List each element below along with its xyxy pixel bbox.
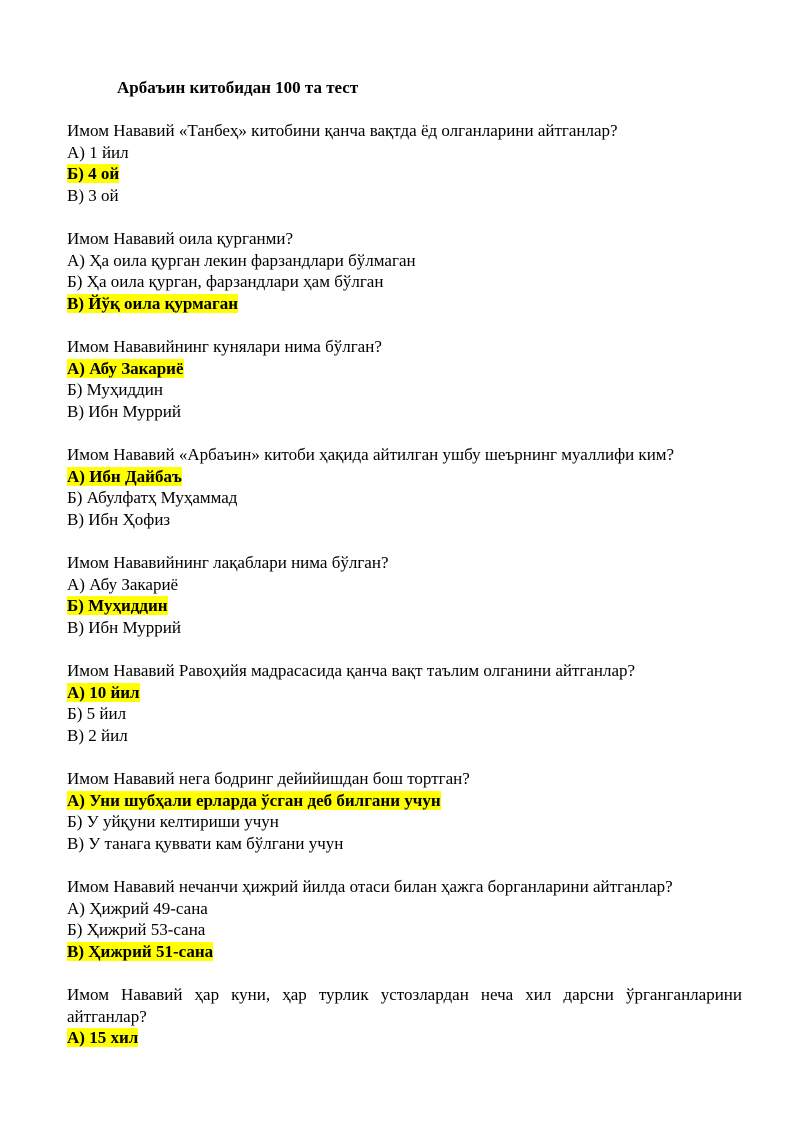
question-4 <box>67 444 742 530</box>
question-8 <box>67 876 742 962</box>
question-7 <box>67 768 742 854</box>
question-text: Имом Нававийнинг кунялари нима бўлган? <box>67 337 382 357</box>
answer-option: Б) Ҳижрий 53-сана <box>67 920 206 940</box>
question-5 <box>67 552 742 638</box>
answer-option-correct: В) Ҳижрий 51-сана <box>67 941 214 961</box>
question-text: Имом Нававий оила қурганми? <box>67 229 294 249</box>
question-9 <box>67 984 742 1049</box>
answer-option: Б) Муҳиддин <box>67 380 163 400</box>
question-2 <box>67 228 742 314</box>
question-text: Имом Нававийнинг лақаблари нима бўлган? <box>67 553 389 573</box>
answer-option: А) Ҳа оила қурган лекин фарзандлари бўлмаган <box>67 250 416 270</box>
question-text: Имом Нававий нега бодринг дейийишдан бош тортган? <box>67 769 470 788</box>
answer-option: В) 3 ой <box>67 185 119 205</box>
question-1 <box>67 120 742 206</box>
answer-option-correct: А) Абу Закариё <box>67 358 184 378</box>
answer-option: В) Ибн Ҳофиз <box>67 509 171 529</box>
answer-option: В) 2 йил <box>67 725 128 745</box>
answer-option: А) 1 йил <box>67 142 129 162</box>
answer-option: В) Ибн Муррий <box>67 401 181 421</box>
answer-option: Б) Ҳа оила қурган, фарзандлари ҳам бўлган <box>67 272 384 292</box>
answer-option: В) Ибн Муррий <box>67 617 181 637</box>
answer-option: Б) 5 йил <box>67 704 127 724</box>
question-text: Имом Нававий «Арбаъин» китоби ҳақида айтилган ушбу шеърнинг муаллифи ким? <box>67 445 675 465</box>
question-text: Имом Нававий «Танбеҳ» китобини қанча вақтда ёд олганларини айтганлар? <box>67 121 618 141</box>
document-body <box>67 77 742 1070</box>
answer-option: Б) У уйқуни келтириши учун <box>67 812 279 832</box>
answer-option-correct: А) Уни шубҳали ерларда ўсган деб билгани учун <box>67 790 441 810</box>
question-text: Имом Нававий Равоҳийя мадрасасида қанча вақт таълим олганини айтганлар? <box>67 661 636 681</box>
answer-option-correct: Б) Муҳиддин <box>67 596 168 616</box>
answer-option: А) Абу Закариё <box>67 574 179 594</box>
answer-option: А) Ҳижрий 49-сана <box>67 898 208 918</box>
answer-option-correct: А) Ибн Дайбаъ <box>67 466 182 486</box>
answer-option-correct: А) 10 йил <box>67 682 140 702</box>
answer-option: Б) Абулфатҳ Муҳаммад <box>67 488 238 508</box>
document-title: Арбаъин китобидан 100 та тест <box>117 78 359 97</box>
answer-option-correct: А) 15 хил <box>67 1028 139 1048</box>
answer-option: В) У танага қуввати кам бўлгани учун <box>67 833 344 853</box>
question-3 <box>67 336 742 422</box>
question-text: Имом Нававий ҳар куни, ҳар турлик устозлардан неча хил дарсни ўрганганларини айтганлар? <box>67 984 742 1026</box>
question-text: Имом Нававий нечанчи ҳижрий йилда отаси билан ҳажга борганларини айтганлар? <box>67 876 673 896</box>
question-6 <box>67 660 742 746</box>
answer-option-correct: В) Йўқ оила қурмаган <box>67 293 239 313</box>
answer-option-correct: Б) 4 ой <box>67 164 120 184</box>
